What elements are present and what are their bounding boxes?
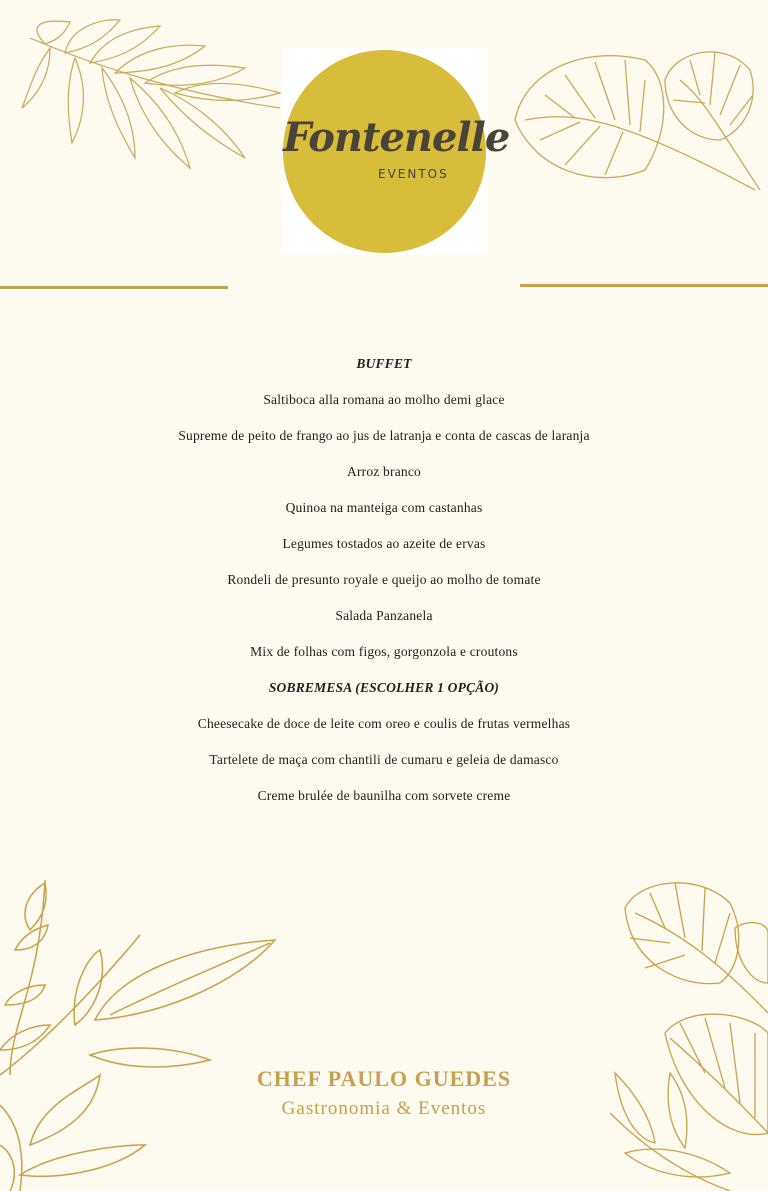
monstera-leaf-icon [610,873,768,1191]
menu-item: Arroz branco [347,464,421,479]
menu-item: Tartelete de maça com chantili de cumaru e geleia de damasco [209,752,559,767]
logo-wordmark: Fontenelle [283,114,510,161]
menu-item: Creme brulée de baunilha com sorvete creme [257,788,511,803]
monstera-leaf-icon [505,40,768,200]
fern-leaf-icon [10,8,285,193]
menu-item: Legumes tostados ao azeite de ervas [282,536,486,551]
menu-item: Cheesecake de doce de leite com oreo e coulis de frutas vermelhas [197,716,571,731]
logo-subtitle: EVENTOS [378,167,449,181]
menu-item: Salada Panzanela [335,608,433,623]
gold-leaf-branch-icon [0,875,285,1191]
logo-circle [283,50,510,253]
divider-right [520,284,768,287]
menu-item: Mix de folhas com figos, gorgonzola e croutons [250,644,518,659]
chef-name: CHEF PAULO GUEDES [256,1066,512,1091]
menu-section-heading: BUFFET [356,356,412,371]
menu-item: Rondeli de presunto royale e queijo ao molho de tomate [227,572,541,587]
menu-section-heading: SOBREMESA (ESCOLHER 1 OPÇÃO) [268,680,500,695]
menu-list [0,354,768,822]
menu-item: Quinoa na manteiga com castanhas [285,500,483,515]
menu-item: Supreme de peito de frango ao jus de latranja e conta de cascas de laranja [178,428,590,443]
brand-logo [281,48,510,255]
tagline: Gastronomia & Eventos [281,1098,487,1119]
divider-left [0,286,228,289]
menu-item: Saltiboca alla romana ao molho demi glace [263,392,505,407]
